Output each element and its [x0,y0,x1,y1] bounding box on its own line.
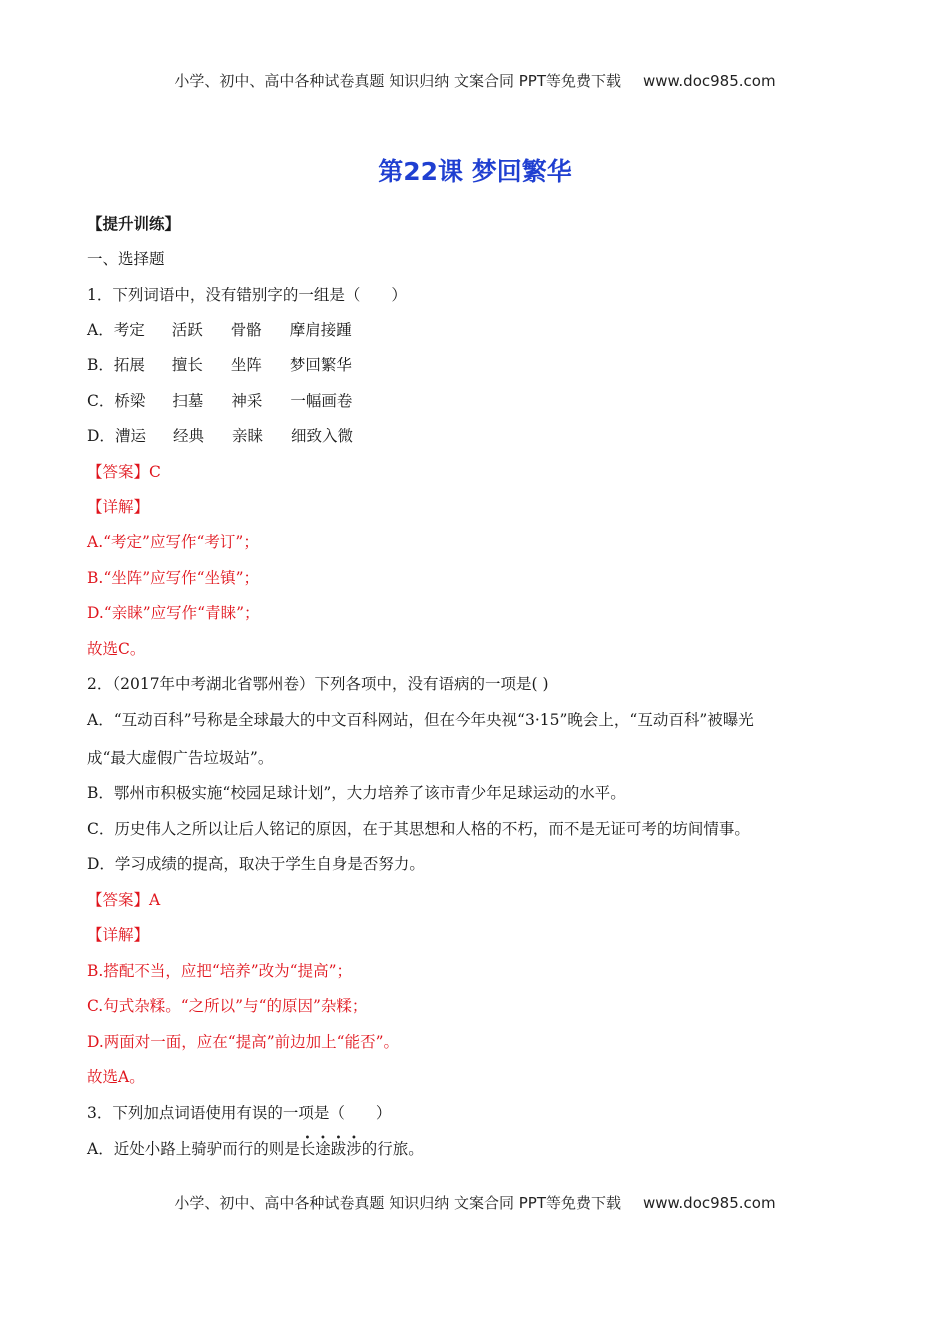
q2-option-d: D．学习成绩的提高，取决于学生自身是否努力。 [87,855,425,873]
q2-explanation-b: B.搭配不当，应把“培养”改为“提高”； [87,962,353,980]
q3-dotted-term [300,1140,362,1158]
emphasis-char: 涉 [346,1140,362,1158]
q3-option-a: A．近处小路上骑驴而行的则是长途跋涉的行旅。 [87,1140,424,1158]
q2-option-b: B．鄂州市积极实施“校园足球计划”，大力培养了该市青少年足球运动的水平。 [87,784,626,802]
lesson-title: 第22课 梦回繁华 [378,157,572,186]
page-footer [0,1192,950,1213]
q2-explanation-c: C.句式杂糅。“之所以”与“的原因”杂糅； [87,997,368,1015]
q1-detail-heading: 【详解】 [87,498,150,516]
q3-stem: 3．下列加点词语使用有误的一项是（ ） [87,1104,392,1122]
q1-explanation-d: D.“亲睐”应写作“青睐”； [87,604,260,622]
q2-option-a-line1: A．“互动百科”号称是全球最大的中文百科网站，但在今年央视“3·15”晚会上，“互动百科”被曝光 [87,711,754,729]
q2-conclusion: 故选A。 [87,1068,145,1086]
footer-site[interactable]: www.doc985.com [642,1194,776,1212]
q1-conclusion: 故选C。 [87,640,146,658]
q2-answer: 【答案】A [87,891,161,909]
q2-option-a-line2: 成“最大虚假广告垃圾站”。 [87,749,274,767]
q1-answer: 【答案】C [87,463,161,481]
emphasis-char: 途 [315,1140,331,1158]
footer-text: 小学、初中、高中各种试卷真题 知识归纳 文案合同 PPT等免费下载 [174,1194,621,1212]
page-header [0,70,950,91]
q1-option-d: D．漕运 经典 亲睐 细致入微 [87,427,353,445]
q2-explanation-d: D.两面对一面，应在“提高”前边加上“能否”。 [87,1033,399,1051]
q1-stem: 1．下列词语中，没有错别字的一组是（ ） [87,286,407,304]
q1-option-c: C．桥梁 扫墓 神采 一幅画卷 [87,392,353,410]
q1-option-a: A．考定 活跃 骨骼 摩肩接踵 [87,321,352,339]
q2-detail-heading: 【详解】 [87,926,150,944]
q2-option-c: C．历史伟人之所以让后人铭记的原因，在于其思想和人格的不朽，而不是无证可考的坊间情事。 [87,820,750,838]
header-text: 小学、初中、高中各种试卷真题 知识归纳 文案合同 PPT等免费下载 [174,72,621,90]
header-site[interactable]: www.doc985.com [642,72,776,90]
part-heading: 一、选择题 [87,250,165,268]
section-heading: 【提升训练】 [87,215,181,233]
q1-explanation-b: B.“坐阵”应写作“坐镇”； [87,569,260,587]
q1-option-b: B．拓展 擅长 坐阵 梦回繁华 [87,356,352,374]
emphasis-char: 跋 [330,1140,347,1158]
emphasis-char: 长 [299,1140,316,1158]
q2-stem: 2．（2017年中考湖北省鄂州卷）下列各项中，没有语病的一项是( ) [87,675,549,693]
q1-explanation-a: A.“考定”应写作“考订”； [87,533,259,551]
